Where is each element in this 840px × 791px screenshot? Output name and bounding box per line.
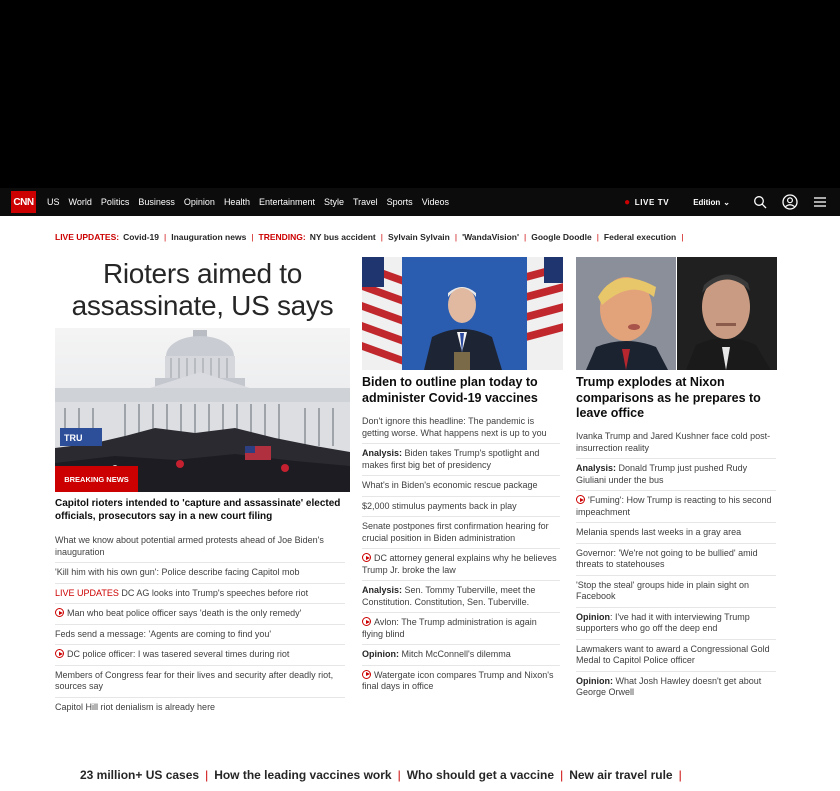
cnn-logo[interactable]: CNN <box>11 191 36 213</box>
nav-link-business[interactable]: Business <box>138 197 175 207</box>
nav-link-world[interactable]: World <box>68 197 92 207</box>
topic-link[interactable]: How the leading vaccines work <box>214 768 392 782</box>
list-item[interactable]: 'Stop the steal' groups hide in plain sight on Facebook <box>576 576 776 608</box>
list-item[interactable]: Analysis: Biden takes Trump's spotlight and makes first big bet of presidency <box>362 444 560 476</box>
svg-text:TRU: TRU <box>64 433 83 443</box>
nav-link-style[interactable]: Style <box>323 197 344 207</box>
breaking-news-badge: BREAKING NEWS <box>55 466 138 492</box>
lead-headline[interactable]: Rioters aimed to assassinate, US says <box>71 258 334 321</box>
live-updates-tag: LIVE UPDATES <box>55 587 119 598</box>
list-item[interactable]: 'Kill him with his own gun': Police describe facing Capitol mob <box>55 563 345 584</box>
trending-item[interactable]: Federal execution <box>603 232 677 242</box>
list-item[interactable]: $2,000 stimulus payments back in play <box>362 497 560 518</box>
list-item[interactable]: DC attorney general explains why he believes Trump Jr. broke the law <box>362 549 560 581</box>
list-item[interactable]: Ivanka Trump and Jared Kushner face cold post-insurrection reality <box>576 427 776 459</box>
list-item[interactable]: Man who beat police officer says 'death is the only remedy' <box>55 604 345 625</box>
list-item[interactable]: Governor: 'We're not going to be bullied' amid threats to statehouses <box>576 544 776 576</box>
trending-item[interactable]: 'WandaVision' <box>462 232 520 242</box>
topic-link[interactable]: New air travel rule <box>569 768 673 782</box>
topic-link[interactable]: 23 million+ US cases <box>80 768 200 782</box>
biden-photo[interactable] <box>362 257 563 370</box>
lead-story-list <box>55 531 345 717</box>
list-item[interactable]: Melania spends last weeks in a gray area <box>576 523 776 544</box>
nav-right <box>624 188 840 216</box>
live-tv-label: LIVE TV <box>634 197 670 207</box>
play-icon <box>55 608 64 617</box>
list-item[interactable]: Analysis: Sen. Tommy Tuberville, meet the Constitution. Constitution, Sen. Tuberville. <box>362 581 560 613</box>
list-item[interactable]: Opinion: Mitch McConnell's dilemma <box>362 645 560 666</box>
list-item[interactable]: What we know about potential armed protests ahead of Joe Biden's inauguration <box>55 531 345 563</box>
top-black-area <box>0 0 840 188</box>
list-item[interactable]: Lawmakers want to award a Congressional Gold Medal to Capitol Police officer <box>576 640 776 672</box>
main-nav <box>0 188 840 216</box>
list-item[interactable]: Opinion: I've had it with interviewing Trump supporters who go off the deep end <box>576 608 776 640</box>
list-item[interactable]: Opinion: What Josh Hawley doesn't get about George Orwell <box>576 675 762 697</box>
list-item[interactable]: Analysis: Donald Trump just pushed Rudy Giuliani under the bus <box>576 459 776 491</box>
edition-label: Edition <box>693 197 721 207</box>
middle-story-list <box>362 412 560 697</box>
topic-link[interactable]: Who should get a vaccine <box>406 768 555 782</box>
nav-link-entertainment[interactable]: Entertainment <box>258 197 315 207</box>
trending-inauguration[interactable]: Inauguration news <box>171 232 247 242</box>
list-item[interactable]: What's in Biden's economic rescue package <box>362 476 560 497</box>
list-item[interactable]: 'Fuming': How Trump is reacting to his second impeachment <box>576 491 776 523</box>
trending-covid[interactable]: Covid-19 <box>123 232 159 242</box>
account-icon[interactable] <box>782 194 798 210</box>
chevron-down-icon: ⌄ <box>723 197 730 207</box>
live-dot-icon: ● <box>624 196 631 208</box>
right-story-list <box>576 427 776 703</box>
trending-bar: LIVE UPDATES: Covid-19 | Inauguration news | TRENDING: NY bus accident | Sylvain Sylvain | 'WandaVision' | Google Doodle | Federal execution | <box>55 232 684 242</box>
nav-link-videos[interactable]: Videos <box>421 197 450 207</box>
play-icon <box>55 649 64 658</box>
list-item[interactable]: Avlon: The Trump administration is again flying blind <box>362 613 560 645</box>
list-item[interactable]: Capitol Hill riot denialism is already here <box>55 701 216 712</box>
trending-item[interactable]: Sylvain Sylvain <box>387 232 450 242</box>
menu-icon[interactable] <box>812 194 828 210</box>
nav-link-travel[interactable]: Travel <box>353 197 378 207</box>
nav-link-sports[interactable]: Sports <box>386 197 413 207</box>
nav-link-politics[interactable]: Politics <box>100 197 130 207</box>
lead-story-title[interactable]: Capitol rioters intended to 'capture and assassinate' elected officials, prosecutors say in a new court filing <box>55 498 341 522</box>
trending-label: TRENDING: <box>258 232 306 242</box>
middle-story-title[interactable]: Biden to outline plan today to administer Covid-19 vaccines <box>362 375 538 405</box>
live-updates-label: LIVE UPDATES: <box>55 232 120 242</box>
list-item[interactable]: LIVE UPDATES DC AG looks into Trump's speeches before riot <box>55 584 345 605</box>
nav-link-opinion[interactable]: Opinion <box>183 197 215 207</box>
list-item[interactable]: Feds send a message: 'Agents are coming to find you' <box>55 625 345 646</box>
nav-links <box>47 188 458 216</box>
play-icon <box>362 670 371 679</box>
list-item[interactable]: Members of Congress fear for their lives and security after deadly riot, sources say <box>55 666 345 698</box>
play-icon <box>362 553 371 562</box>
trump-nixon-photo[interactable] <box>576 257 777 370</box>
bottom-topics-bar: 23 million+ US cases | How the leading vaccines work | Who should get a vaccine | New air travel rule | <box>80 768 682 782</box>
play-icon <box>362 617 371 626</box>
list-item[interactable]: Watergate icon compares Trump and Nixon's final days in office <box>362 669 554 691</box>
search-icon[interactable] <box>752 194 768 210</box>
right-story-title[interactable]: Trump explodes at Nixon comparisons as he prepares to leave office <box>576 375 761 420</box>
list-item[interactable]: Senate postpones first confirmation hearing for crucial position in Biden administration <box>362 517 560 549</box>
nav-link-health[interactable]: Health <box>223 197 250 207</box>
list-item[interactable]: Don't ignore this headline: The pandemic is getting worse. What happens next is up to you <box>362 412 560 444</box>
trending-item[interactable]: NY bus accident <box>309 232 376 242</box>
nav-link-us[interactable]: US <box>47 197 60 207</box>
live-tv-link[interactable] <box>624 197 669 208</box>
play-icon <box>576 495 585 504</box>
edition-menu[interactable] <box>693 198 730 207</box>
list-item[interactable]: DC police officer: I was tasered several times during riot <box>55 645 345 666</box>
trending-item[interactable]: Google Doodle <box>531 232 592 242</box>
